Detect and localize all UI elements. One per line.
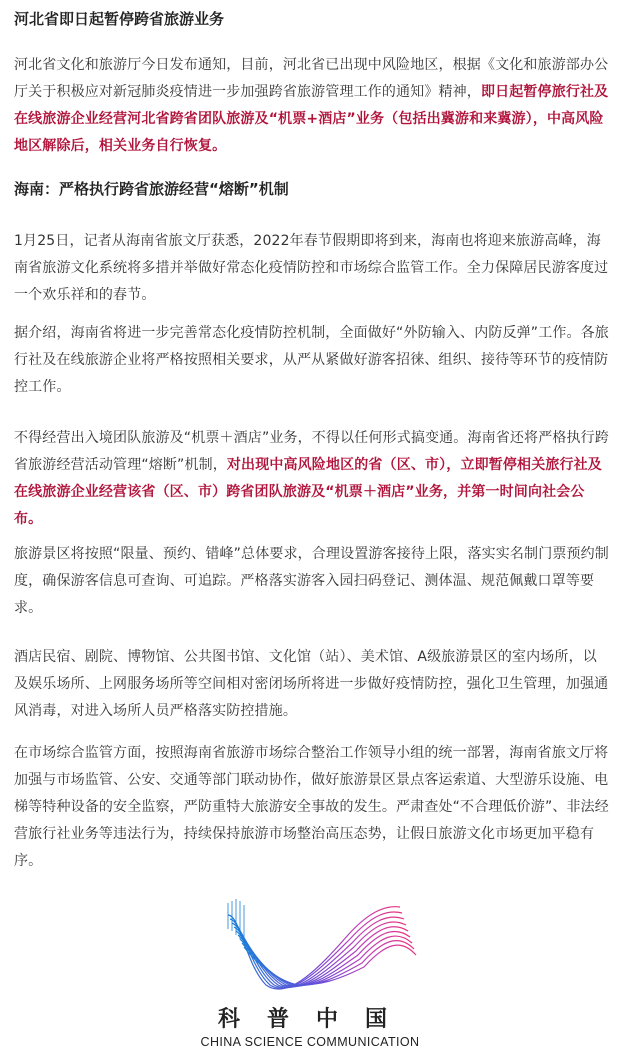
logo-chinese-text: 科普中国 <box>217 1007 414 1032</box>
paragraph-hebei-highlight: 即日起暂停旅行社及在线旅游企业经营河北省跨省团队旅游及“机票+酒店”业务（包括出冀游和来冀游），中高风险地区解除后，相关业务自行恢复。 <box>14 84 609 154</box>
logo-wave-mark-icon <box>170 895 450 1005</box>
kepu-china-logo <box>170 895 450 1055</box>
heading-hebei: 河北省即日起暂停跨省旅游业务 <box>14 10 225 28</box>
paragraph-venues: 酒店民宿、剧院、博物馆、公共图书馆、文化馆（站）、美术馆、A级旅游景区的室内场所，以及娱乐场所、上网服务场所等空间相对密闭场所将进一步做好疫情防控，强化卫生管理，加强通风消毒，对进入场所人员严格落实防控措施。 <box>14 649 609 719</box>
paragraph-circuit-breaker-highlight: 对出现中高风险地区的省（区、市），立即暂停相关旅行社及在线旅游企业经营该省（区、市）跨省团队旅游及“机票＋酒店”业务，并第一时间向社会公布。 <box>14 457 602 527</box>
paragraph-market-supervision: 在市场综合监管方面，按照海南省旅游市场综合整治工作领导小组的统一部署，海南省旅文厅将加强与市场监管、公安、交通等部门联动协作，做好旅游景区景点客运索道、大型游乐设施、电梯等特种设备的安全监察，严防重特大旅游安全事故的发生。严肃查处“不合理低价游”、非法经营旅行社业务等违法行为，持续保持旅游市场整治高压态势，让假日旅游文化市场更加平稳有序。 <box>14 745 609 869</box>
paragraph-circuit-breaker-text: 不得经营出入境团队旅游及“机票＋酒店”业务，不得以任何形式搞变通。海南省还将严格执行跨省旅游经营活动管理“熔断”机制， <box>14 430 609 473</box>
paragraph-jan25: 1月25日，记者从海南省旅文厅获悉，2022年春节假期即将到来，海南也将迎来旅游高峰，海南省旅游文化系统将多措并举做好常态化疫情防控和市场综合监管工作。全力保障居民游客度过一个欢乐祥和的春节。 <box>14 233 609 303</box>
paragraph-scenic-areas: 旅游景区将按照“限量、预约、错峰”总体要求，合理设置游客接待上限，落实实名制门票预约制度，确保游客信息可查询、可追踪。严格落实游客入园扫码登记、测体温、规范佩戴口罩等要求。 <box>14 546 609 616</box>
paragraph-mechanism: 据介绍，海南省将进一步完善常态化疫情防控机制，全面做好“外防输入、内防反弹”工作。各旅行社及在线旅游企业将严格按照相关要求，从严从紧做好游客招徕、组织、接待等环节的疫情防控工作。 <box>14 325 609 395</box>
paragraph-hebei-text: 河北省文化和旅游厅今日发布通知，目前，河北省已出现中风险地区，根据《文化和旅游部办公厅关于积极应对新冠肺炎疫情进一步加强跨省旅游管理工作的通知》精神， <box>14 57 609 100</box>
heading-hainan: 海南：严格执行跨省旅游经营“熔断”机制 <box>14 180 289 198</box>
paragraph-hebei <box>14 52 610 160</box>
logo-english-text: CHINA SCIENCE COMMUNICATION <box>200 1035 420 1049</box>
paragraph-circuit-breaker <box>14 425 610 533</box>
